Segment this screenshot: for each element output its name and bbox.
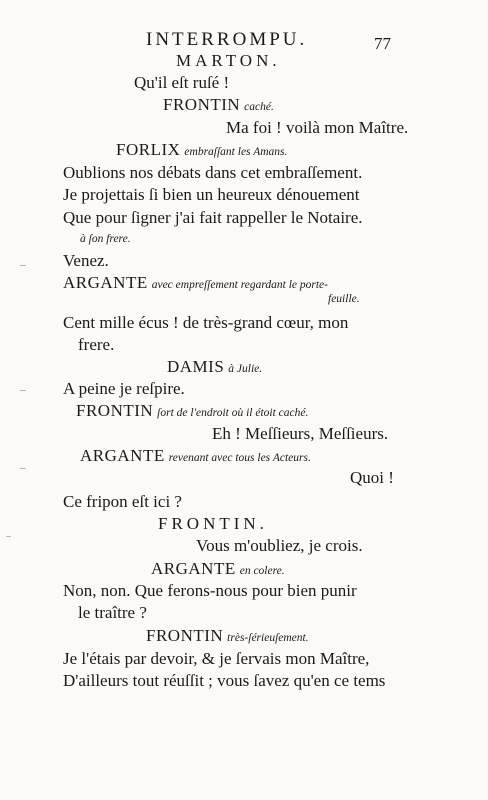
verse-line: Vous m'oubliez, je crois. (196, 536, 363, 555)
stage-direction: ſort de l'endroit où il étoit caché. (157, 407, 309, 419)
stage-direction: embraſſant les Amans. (184, 146, 288, 158)
page-number: 77 (374, 34, 391, 53)
speaker-argante (151, 560, 285, 578)
speaker-marton: MARTON. (176, 51, 281, 70)
verse-line: D'ailleurs tout réuſſit ; vous ſavez qu'en ce tems (63, 671, 386, 690)
verse-line: Je l'étais par devoir, & je ſervais mon Maître, (63, 649, 370, 668)
verse-line: le traître ? (78, 603, 147, 622)
speaker-name: FRONTIN (76, 401, 154, 420)
speaker-name: ARGANTE (80, 446, 165, 465)
verse-line: Eh ! Meſſieurs, Meſſieurs. (212, 424, 389, 443)
speaker-argante (80, 447, 311, 465)
verse-line: A peine je reſpire. (63, 379, 185, 398)
verse-line: Venez. (63, 251, 109, 270)
margin-mark (6, 536, 11, 537)
speaker-argante (63, 274, 328, 292)
verse-line: Ma foi ! voilà mon Maître. (226, 118, 409, 137)
verse-line: Non, non. Que ferons-nous pour bien punir (63, 581, 357, 600)
verse-line: Cent mille écus ! de très-grand cœur, mon (63, 313, 349, 332)
margin-mark (20, 265, 26, 266)
verse-line: Quoi ! (350, 468, 394, 487)
speaker-name: ARGANTE (63, 273, 148, 292)
stage-direction: en colere. (239, 565, 285, 577)
stage-direction: revenant avec tous les Acteurs. (168, 452, 311, 464)
speaker-frontin (76, 402, 308, 420)
speaker-name: ARGANTE (151, 559, 236, 578)
speaker-name: FRONTIN (163, 95, 241, 114)
stage-direction: à ſon frere. (80, 233, 131, 245)
stage-direction: très-ſérieuſement. (227, 632, 309, 644)
speaker-frontin: FRONTIN. (158, 514, 268, 533)
speaker-name: DAMIS (167, 357, 225, 376)
stage-direction-continued: feuille. (328, 293, 360, 305)
stage-direction: caché. (244, 101, 274, 113)
speaker-frontin (146, 627, 309, 645)
margin-mark (20, 390, 26, 391)
verse-line: Oublions nos débats dans cet embraſſement. (63, 163, 363, 182)
verse-line: Ce fripon eſt ici ? (63, 492, 182, 511)
stage-direction: à Julie. (228, 363, 263, 375)
speaker-forlix (116, 141, 287, 159)
speaker-name: FORLIX (116, 140, 181, 159)
verse-line: Que pour ſigner j'ai fait rappeller le Notaire. (63, 208, 363, 227)
verse-line: frere. (78, 335, 115, 354)
verse-line: Je projettais ſi bien un heureux dénouement (63, 185, 360, 204)
speaker-frontin (163, 96, 274, 114)
stage-direction: avec empreſſement regardant le porte- (151, 279, 328, 291)
speaker-name: FRONTIN (146, 626, 224, 645)
verse-line: Qu'il eſt ruſé ! (134, 73, 230, 92)
running-head: INTERROMPU. (146, 29, 308, 50)
margin-mark (20, 468, 26, 469)
speaker-damis (167, 358, 262, 376)
